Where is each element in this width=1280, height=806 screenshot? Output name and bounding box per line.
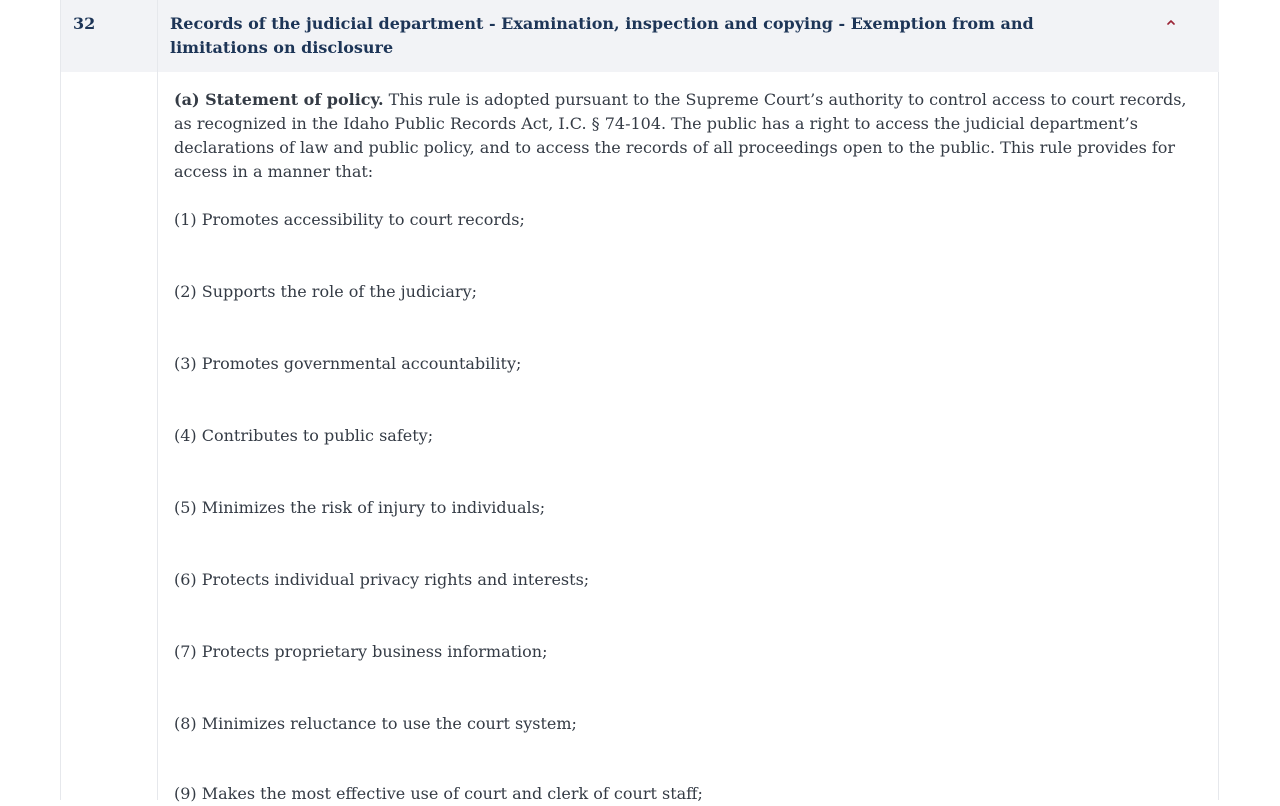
- list-item: (9) Makes the most effective use of court and clerk of court staff;: [174, 784, 703, 803]
- column-divider: [157, 0, 158, 800]
- collapse-toggle-button[interactable]: [1157, 12, 1185, 36]
- rule-title[interactable]: Records of the judicial department - Examination, inspection and copying - Exemption from and limitations on disclosure: [170, 14, 1034, 57]
- list-item: (7) Protects proprietary business information;: [174, 642, 548, 661]
- list-item: (2) Supports the role of the judiciary;: [174, 282, 477, 301]
- policy-statement-text: This rule is adopted pursuant to the Supreme Court’s authority to control access to court records, as recognized in the Idaho Public Records Act, I.C. § 74-104. The public has a right to access the judicial department’s declarations of law and public policy, and to access the records of all proceedings open to the public. This rule provides for access in a manner that:: [174, 90, 1187, 181]
- list-item: (5) Minimizes the risk of injury to individuals;: [174, 498, 546, 517]
- list-item: (8) Minimizes reluctance to use the court system;: [174, 714, 577, 733]
- chevron-up-icon: [1166, 19, 1176, 25]
- policy-statement: [174, 88, 1204, 184]
- rule-table: [60, 0, 1219, 803]
- list-item: (6) Protects individual privacy rights and interests;: [174, 570, 590, 589]
- list-item: (3) Promotes governmental accountability;: [174, 354, 522, 373]
- subsection-heading: (a) Statement of policy.: [174, 90, 384, 109]
- rule-number: 32: [73, 14, 96, 33]
- list-item: (1) Promotes accessibility to court records;: [174, 210, 525, 229]
- list-item: (4) Contributes to public safety;: [174, 426, 434, 445]
- rule-body: [174, 88, 1204, 803]
- rule-header[interactable]: [61, 0, 1219, 72]
